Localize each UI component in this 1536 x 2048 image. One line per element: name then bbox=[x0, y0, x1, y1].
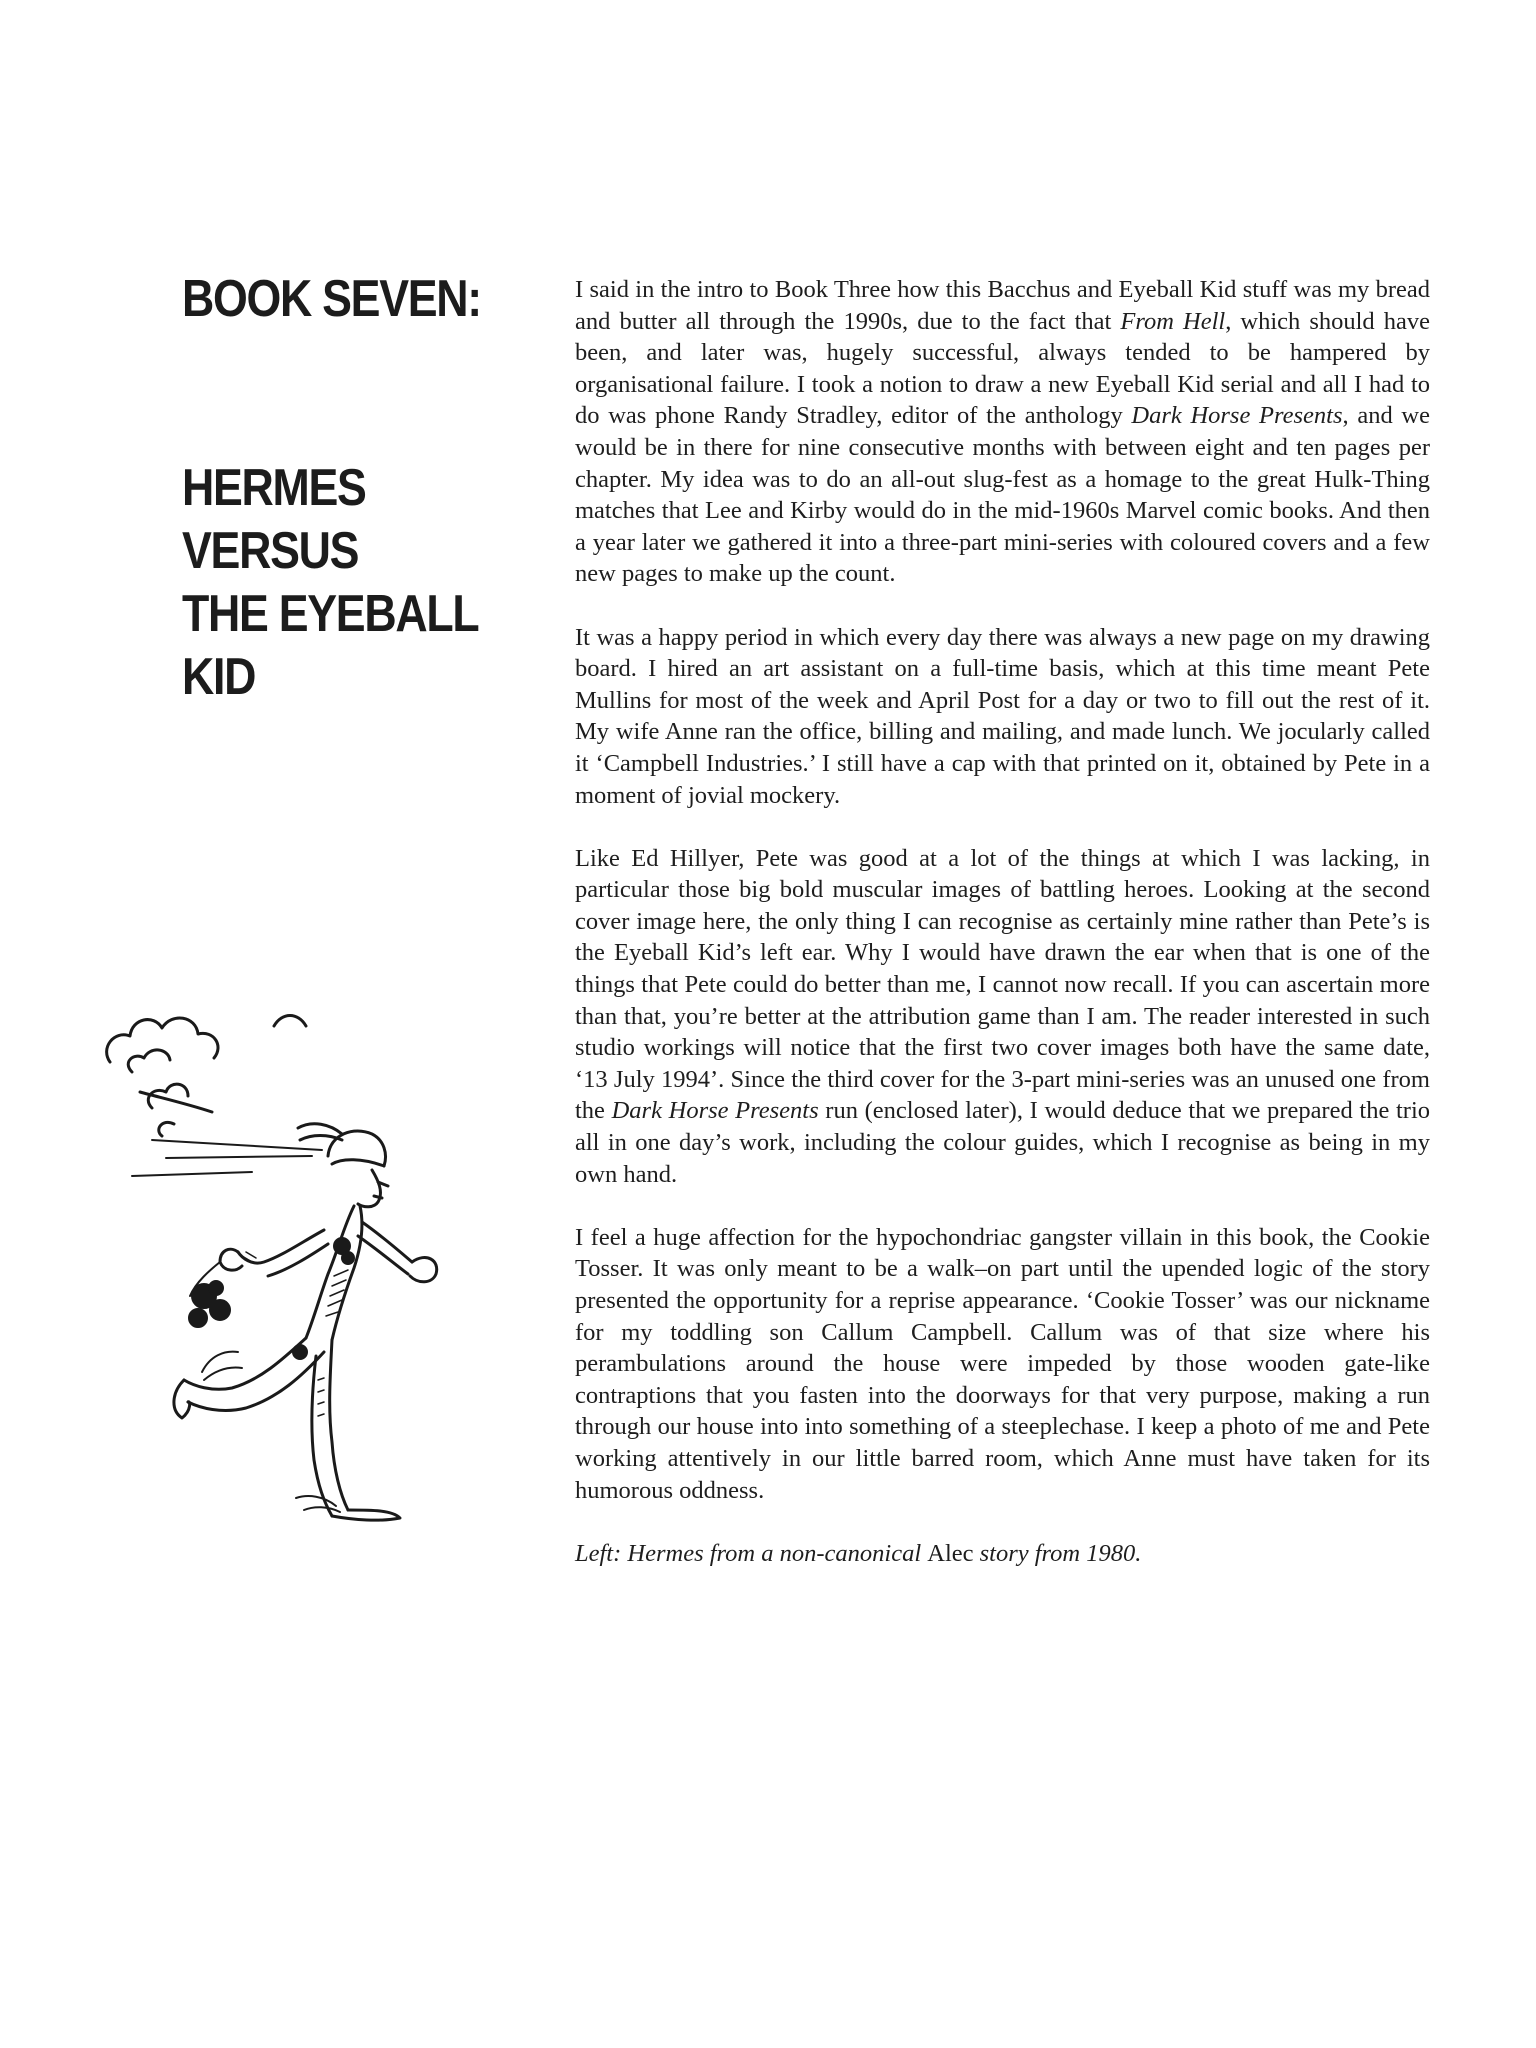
winged-helmet-icon bbox=[298, 1124, 388, 1207]
paragraph-cookie-tosser: I feel a huge affection for the hypochondriac gangster villain in this book, the Cookie Tosser. It was only meant to be a walk–on part until the upended logic of the story presented the opportunity for a reprise appearance. ‘Cookie Tosser’ was our nickname for my toddling son Callum Campbell. Callum was of that size where his perambulations around the house were impeded by those wooden gate-like contraptions that you fasten into the doorways for that very purpose, making a run through our house into into something of a steeplechase. I keep a photo of me and Pete working attentively in our little barred room, which Anne must have taken for its humorous oddness. bbox=[575, 1223, 1430, 1504]
paragraph-attribution-part: Like Ed Hillyer, Pete was good at a lot of the things at which I was lacking, in particular those big bold muscular images of battling heroes. Looking at the second cover image here, the only thing I can recognise as certainly mine rather than Pete’s is the Eyeball Kid’s left ear. Why I would have drawn the ear when that is one of the things that Pete could do better than me, I cannot now recall. If you can ascertain more than that, you’re better at the attribution game than I am. The reader interested in such studio workings will notice that the first two cover images both have the same date, ‘13 July 1994’. Since the third cover for the 3-part mini-series was an unused one from the bbox=[575, 844, 1430, 1125]
title-line-book-seven: BOOK SEVEN: bbox=[182, 270, 481, 328]
caption-title-alec: Alec bbox=[927, 1539, 974, 1567]
arc-mark bbox=[274, 1016, 306, 1027]
hermes-illustration bbox=[92, 1000, 442, 1545]
caption-part: Left: Hermes from a non-canonical bbox=[575, 1539, 928, 1567]
title-spacer bbox=[182, 331, 466, 457]
paragraph-studio: It was a happy period in which every day there was always a new page on my drawing board. I hired an art assistant on a full-time basis, which at this time meant Pete Mullins for most of the week and April Post for a day or two to fill out the rest of it. My wife Anne ran the office, billing and mailing, and made lunch. We jocularly called it ‘Campbell Industries.’ I still have a cap with that printed on it, obtained by Pete in a moment of jovial mockery. bbox=[575, 623, 1430, 809]
paragraph-attribution-part: run (enclosed later), I would deduce that we prepared the trio all in one day’s work, including the colour guides, which I recognise as being in my own hand. bbox=[575, 1097, 1430, 1188]
flower-bag-icon bbox=[189, 1238, 354, 1359]
title-line-kid: KID bbox=[182, 648, 256, 706]
runner-body bbox=[174, 1206, 437, 1520]
paragraph-intro-part: , which should have been, and later was, hugely successful, always tended to be hampered by organisational failure. I took a notion to draw a new Eyeball Kid serial and all I had to do was phone Randy Stradley, editor of the anthology bbox=[575, 307, 1431, 430]
caption-part: story from 1980. bbox=[973, 1539, 1142, 1567]
chapter-title bbox=[182, 268, 481, 709]
title-from-hell: From Hell bbox=[1120, 307, 1226, 335]
smoke-cloud-icon bbox=[107, 1018, 218, 1136]
speed-lines bbox=[132, 1140, 322, 1176]
title-dark-horse-presents: Dark Horse Presents bbox=[1131, 402, 1343, 430]
body-text-column bbox=[575, 274, 1430, 1601]
title-dark-horse-presents: Dark Horse Presents bbox=[611, 1097, 819, 1125]
title-line-the-eyeball: THE EYEBALL bbox=[182, 585, 479, 643]
paragraph-intro-part: , and we would be in there for nine consecutive months with between eight and ten pages per chapter. My idea was to do an all-out slug-fest as a homage to the great Hulk-Thing matches that Lee and Kirby would do in the mid-1960s Marvel comic books. And then a year later we gathered it into a three-part mini-series with coloured covers and a few new pages to make up the count. bbox=[575, 402, 1430, 588]
paragraph-intro bbox=[575, 274, 1430, 590]
title-line-versus: VERSUS bbox=[182, 522, 359, 580]
figure-caption bbox=[575, 1538, 1430, 1570]
title-line-hermes: HERMES bbox=[182, 459, 366, 517]
paragraph-attribution bbox=[575, 843, 1430, 1191]
paragraph-intro-part: I said in the intro to Book Three how this Bacchus and Eyeball Kid stuff was my bread and butter all through the 1990s, due to the fact that bbox=[575, 276, 1430, 335]
